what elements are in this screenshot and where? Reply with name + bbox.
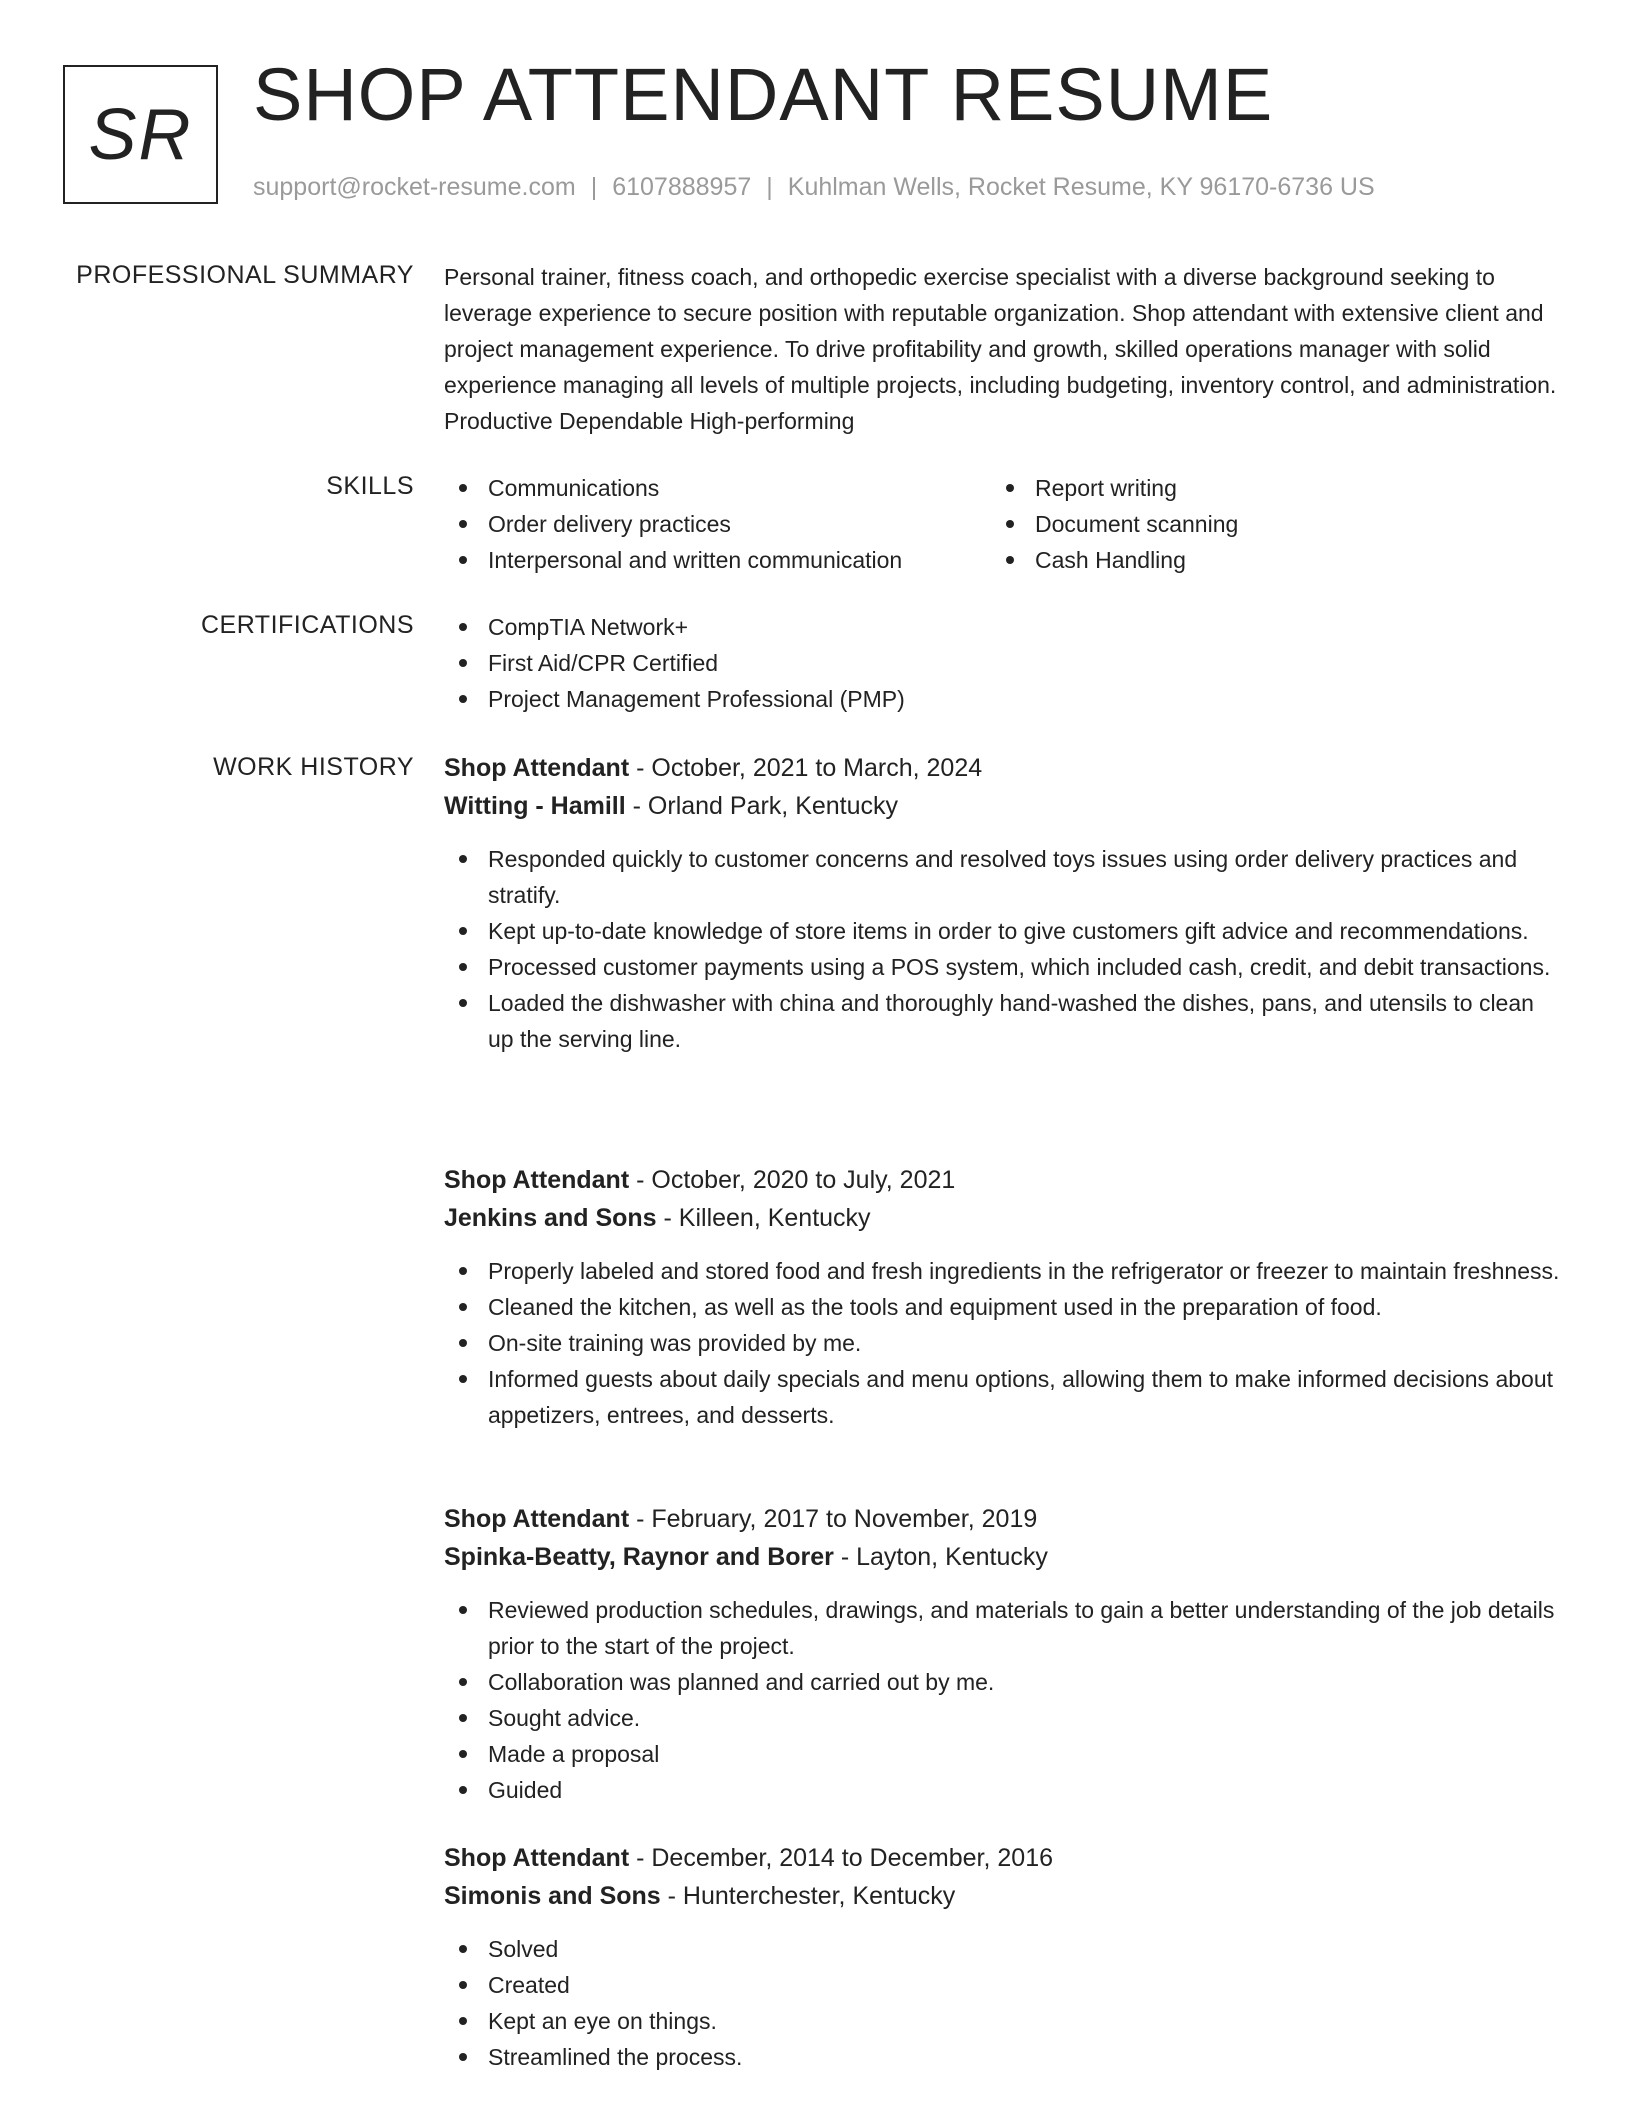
certifications-body [444, 609, 1564, 717]
job-company-line [444, 787, 1564, 825]
job-duty: Kept an eye on things. [444, 2003, 1564, 2039]
job-duty: Reviewed production schedules, drawings, and materials to gain a better understanding of the job details prior to the start of the project. [444, 1592, 1564, 1664]
job-duties-list [444, 1592, 1564, 1808]
job-duty: On-site training was provided by me. [444, 1325, 1564, 1361]
skills-column-2 [991, 470, 1491, 578]
contact-line [253, 175, 1375, 200]
job-title-line [444, 749, 1564, 787]
job-dates: - December, 2014 to December, 2016 [629, 1844, 1054, 1872]
summary-body [444, 259, 1564, 439]
summary-heading: PROFESSIONAL SUMMARY [76, 261, 414, 289]
job-company: Spinka-Beatty, Raynor and Borer [444, 1543, 834, 1571]
certification-item: Project Management Professional (PMP) [444, 681, 1564, 717]
job-title: Shop Attendant [444, 1844, 630, 1872]
skills-column-1 [444, 470, 991, 578]
job-entry [444, 1161, 1564, 1433]
job-duties-list [444, 1931, 1564, 2075]
job-entry [444, 749, 1564, 1057]
contact-separator: | [590, 173, 598, 201]
job-duty: Cleaned the kitchen, as well as the tools and equipment used in the preparation of food. [444, 1289, 1564, 1325]
skill-item: Order delivery practices [444, 506, 991, 542]
job-entry [444, 1839, 1564, 2075]
skill-item: Document scanning [991, 506, 1491, 542]
job-location: - Layton, Kentucky [833, 1543, 1048, 1571]
certifications-heading: CERTIFICATIONS [200, 611, 414, 639]
contact-address: Kuhlman Wells, Rocket Resume, KY 96170-6736 US [787, 173, 1375, 201]
job-duty: Kept up-to-date knowledge of store items in order to give customers gift advice and recommendations. [444, 913, 1564, 949]
job-duty: Informed guests about daily specials and menu options, allowing them to make informed decisions about appetizers, entrees, and desserts. [444, 1361, 1564, 1433]
summary-text: Personal trainer, fitness coach, and orthopedic exercise specialist with a diverse background seeking to leverage experience to secure position with reputable organization. Shop attendant with extensive client and project management experience. To drive profitability and growth, skilled operations manager with solid experience managing all levels of multiple projects, including budgeting, inventory control, and administration. Productive Dependable High-performing [444, 264, 1557, 434]
contact-separator: | [766, 173, 773, 201]
certification-item: CompTIA Network+ [444, 609, 1564, 645]
page-title: SHOP ATTENDANT RESUME [253, 53, 1274, 136]
job-location: - Hunterchester, Kentucky [660, 1882, 956, 1910]
job-duty: Processed customer payments using a POS system, which included cash, credit, and debit transactions. [444, 949, 1564, 985]
job-title: Shop Attendant [444, 754, 630, 782]
job-duties-list [444, 1253, 1564, 1433]
skills-heading: SKILLS [326, 472, 414, 500]
job-title-line [444, 1839, 1564, 1877]
monogram-text: SR [88, 94, 193, 175]
job-dates: - October, 2021 to March, 2024 [629, 754, 983, 782]
certifications-list [444, 609, 1564, 717]
job-duty: Loaded the dishwasher with china and thoroughly hand-washed the dishes, pans, and utensils to clean up the serving line. [444, 985, 1564, 1057]
skills-body [444, 470, 1564, 578]
job-duty: Solved [444, 1931, 1564, 1967]
job-title-line [444, 1161, 1564, 1199]
job-company: Jenkins and Sons [444, 1204, 657, 1232]
job-duty: Made a proposal [444, 1736, 1564, 1772]
job-dates: - October, 2020 to July, 2021 [629, 1166, 956, 1194]
skills-grid [444, 470, 1564, 578]
job-location: - Killeen, Kentucky [656, 1204, 871, 1232]
job-entry [444, 1500, 1564, 1808]
contact-phone[interactable]: 6107888957 [612, 173, 752, 201]
job-duty: Created [444, 1967, 1564, 2003]
job-company-line [444, 1877, 1564, 1915]
job-duty: Guided [444, 1772, 1564, 1808]
job-duty: Responded quickly to customer concerns and resolved toys issues using order delivery practices and stratify. [444, 841, 1564, 913]
job-duty: Properly labeled and stored food and fresh ingredients in the refrigerator or freezer to maintain freshness. [444, 1253, 1564, 1289]
work-history-heading: WORK HISTORY [213, 753, 414, 781]
monogram-logo [63, 65, 218, 204]
job-location: - Orland Park, Kentucky [625, 792, 899, 820]
job-duty: Collaboration was planned and carried out by me. [444, 1664, 1564, 1700]
job-company-line [444, 1199, 1564, 1237]
job-title: Shop Attendant [444, 1166, 630, 1194]
job-title: Shop Attendant [444, 1505, 630, 1533]
job-company-line [444, 1538, 1564, 1576]
job-dates: - February, 2017 to November, 2019 [629, 1505, 1038, 1533]
job-title-line [444, 1500, 1564, 1538]
contact-email[interactable]: support@rocket-resume.com [253, 173, 576, 201]
job-duties-list [444, 841, 1564, 1057]
skill-item: Communications [444, 470, 991, 506]
skill-item: Report writing [991, 470, 1491, 506]
skill-item: Cash Handling [991, 542, 1491, 578]
certification-item: First Aid/CPR Certified [444, 645, 1564, 681]
job-company: Simonis and Sons [444, 1882, 661, 1910]
job-duty: Streamlined the process. [444, 2039, 1564, 2075]
skill-item: Interpersonal and written communication [444, 542, 991, 578]
job-company: Witting - Hamill [444, 792, 626, 820]
job-duty: Sought advice. [444, 1700, 1564, 1736]
